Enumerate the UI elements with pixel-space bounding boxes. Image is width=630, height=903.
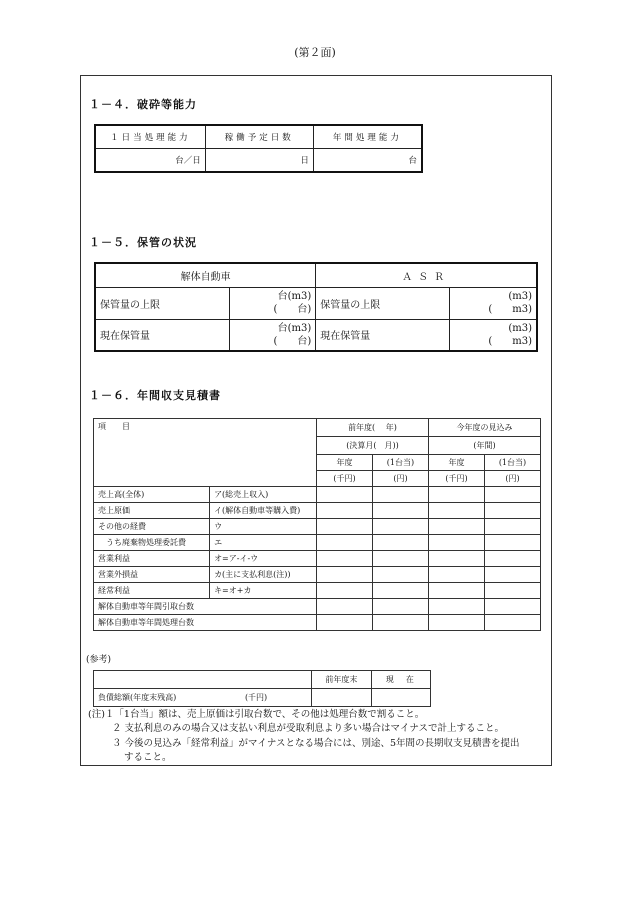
row-label: 営業利益 (94, 551, 210, 567)
unit-vehicle-current-b: ( 台) (273, 335, 312, 347)
cell-days-unit: 日 (205, 149, 313, 173)
row-label: 経常利益 (94, 583, 210, 599)
note-1: (注)１「1台当」額は、売上原価は引取台数で、その他は処理台数で割ること。 (88, 709, 425, 720)
col-prev-year: 年度 (316, 455, 372, 471)
row-formula: オ=ア-イ-ウ (210, 551, 317, 567)
row-label: 解体自動車等年間処理台数 (94, 615, 317, 631)
header-daily-capacity: １日当処理能力 (95, 125, 205, 149)
unit-vehicle-limit-b: ( 台) (273, 304, 312, 315)
unit-asr-limit-a: (m3) (508, 291, 532, 302)
col-this-year: 年度 (428, 455, 484, 471)
header-operating-days: 稼働予定日数 (205, 125, 313, 149)
header-prev-year: 前年度( 年) (316, 419, 428, 437)
section-title-capacity: １－４．破砕等能力 (89, 98, 197, 111)
col-this-per: (1台当) (484, 455, 540, 471)
row-formula: エ (210, 535, 317, 551)
storage-table (94, 262, 538, 352)
ref-col-prev: 前年度末 (312, 671, 371, 689)
ref-row-label: 負債総額(年度末残高) (98, 693, 177, 702)
header-annual: (年間) (428, 437, 540, 455)
unit-this-k: (千円) (428, 471, 484, 487)
ref-row-unit: (千円) (244, 693, 268, 702)
label-vehicle-limit: 保管量の上限 (95, 287, 230, 319)
header-item: 項 目 (94, 419, 317, 487)
label-vehicle-current: 現在保管量 (95, 319, 230, 351)
capacity-table (94, 124, 423, 173)
section-title-budget: １－６．年間収支見積書 (89, 389, 221, 402)
col-prev-per: (1台当) (372, 455, 428, 471)
cell-annual-unit: 台 (313, 149, 422, 173)
label-asr-current: 現在保管量 (316, 319, 450, 351)
row-label: うち廃棄物処理委託費 (94, 535, 210, 551)
row-formula: キ=オ+カ (210, 583, 317, 599)
note-3-cont: すること。 (124, 752, 172, 763)
unit-vehicle-limit-a: 台(m3) (277, 291, 312, 302)
unit-prev-k: (千円) (316, 471, 372, 487)
header-vehicles: 解体自動車 (95, 263, 316, 287)
unit-asr-current-b: ( m3) (488, 335, 532, 347)
unit-asr-limit-b: ( m3) (488, 304, 532, 315)
row-formula: イ(解体自動車等購入費) (210, 503, 317, 519)
row-formula: ウ (210, 519, 317, 535)
cell-daily-unit: 台／日 (95, 149, 205, 173)
row-formula: ア(総売上収入) (210, 487, 317, 503)
label-asr-limit: 保管量の上限 (316, 287, 450, 319)
row-label: その他の経費 (94, 519, 210, 535)
row-label: 売上原価 (94, 503, 210, 519)
page-number: (第２面) (294, 46, 336, 59)
unit-prev-y: (円) (372, 471, 428, 487)
header-annual-capacity: 年間処理能力 (313, 125, 422, 149)
unit-asr-current-a: (m3) (508, 322, 532, 334)
row-label: 解体自動車等年間引取台数 (94, 599, 317, 615)
note-2: ２ 支払利息のみの場合又は支払い利息が受取利息より多い場合はマイナスで計上すること。 (112, 723, 504, 734)
header-this-year: 今年度の見込み (428, 419, 540, 437)
budget-table (93, 418, 541, 631)
unit-vehicle-current-a: 台(m3) (277, 322, 312, 334)
header-settle-month: (決算月( 月)) (316, 437, 428, 455)
note-3: ３ 今後の見込み「経常利益」がマイナスとなる場合には、別途、5年間の長期収支見積書を提出 (112, 738, 520, 749)
reference-title: (参考) (86, 655, 112, 665)
reference-table (93, 670, 431, 707)
section-title-storage: １－５．保管の状況 (89, 236, 197, 249)
row-label: 売上高(全体) (94, 487, 210, 503)
ref-col-now: 現 在 (371, 671, 430, 689)
row-label: 営業外損益 (94, 567, 210, 583)
row-formula: カ(主に支払利息(注)) (210, 567, 317, 583)
unit-this-y: (円) (484, 471, 540, 487)
header-asr: ＡＳＲ (316, 263, 537, 287)
